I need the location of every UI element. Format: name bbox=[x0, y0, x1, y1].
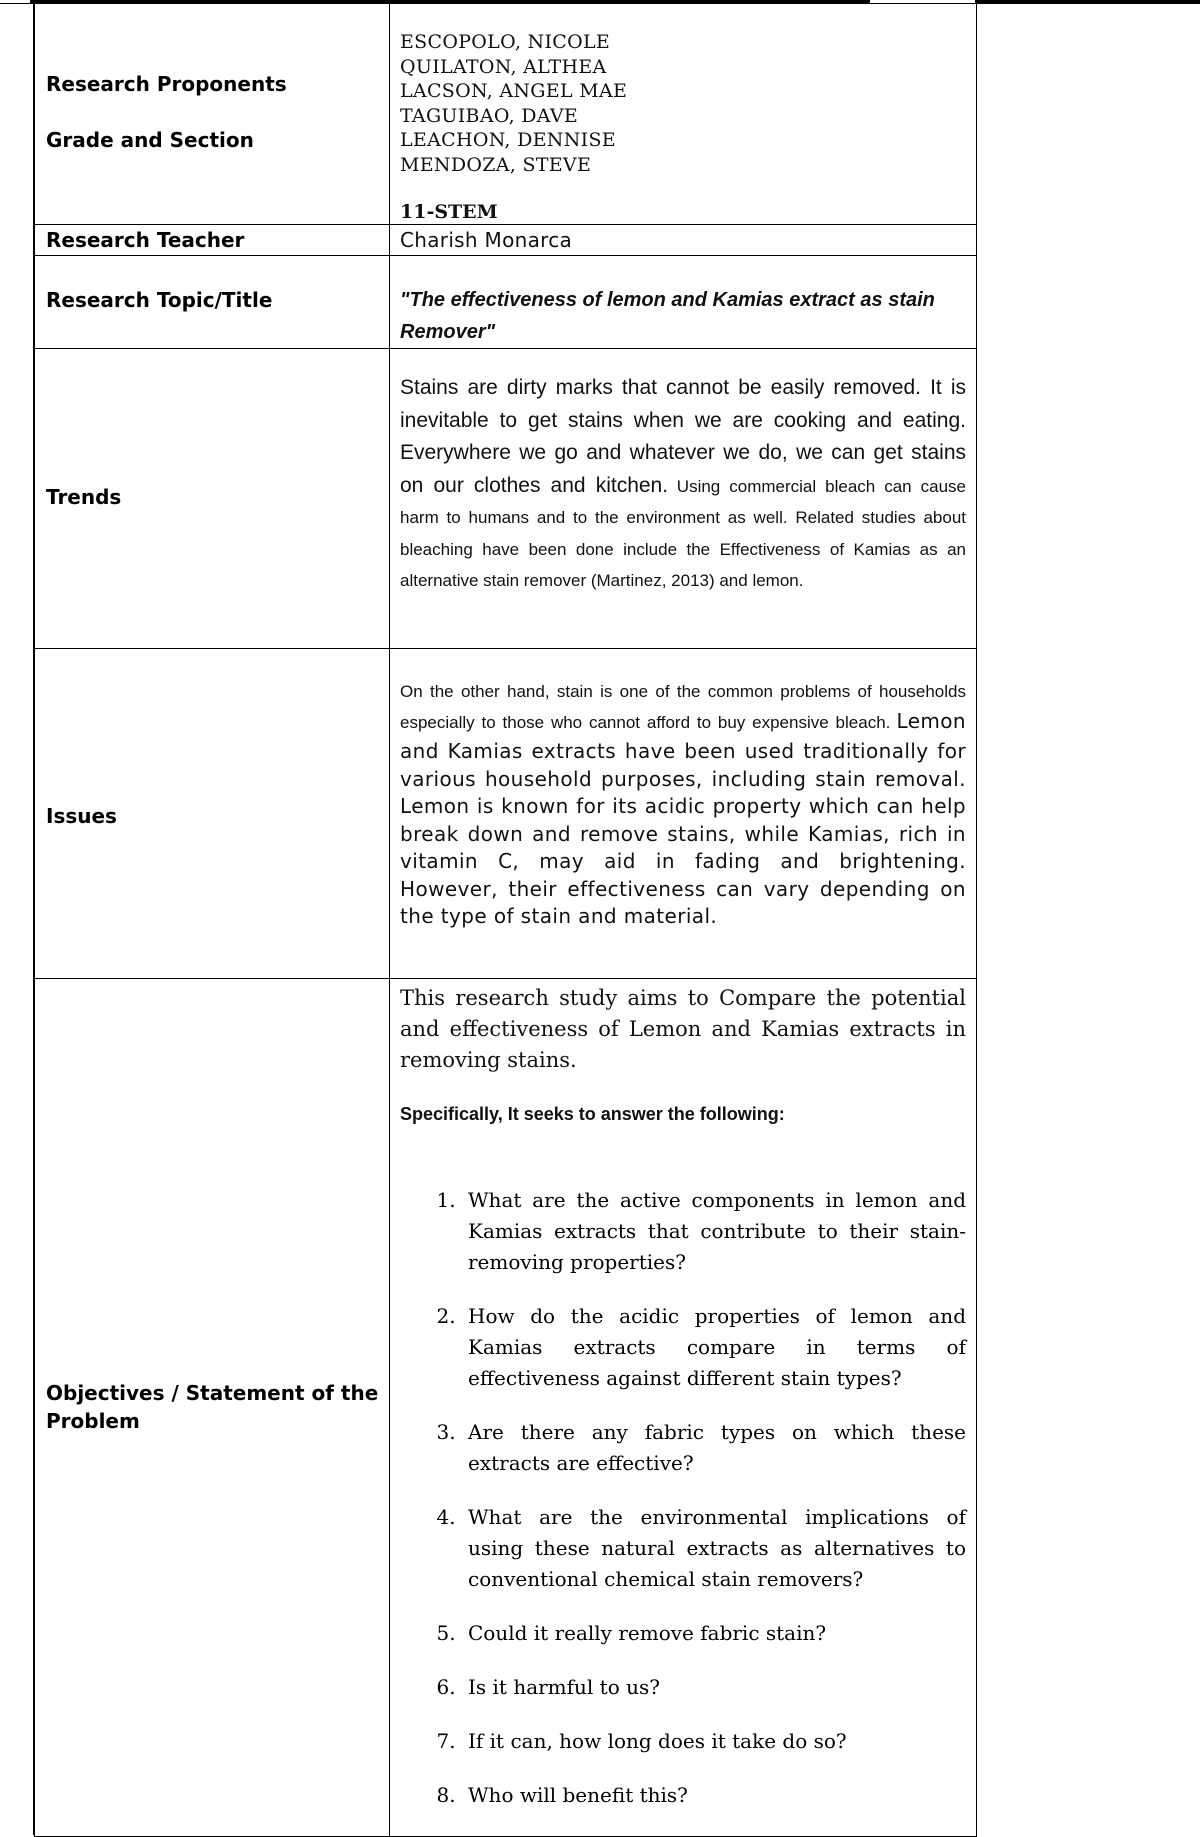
proponent-name: LACSON, ANGEL MAE bbox=[400, 80, 628, 102]
research-form-table bbox=[34, 3, 977, 1837]
objectives-intro: This research study aims to Compare the potential and effectiveness of Lemon and Kamias extracts in removing stains. bbox=[400, 986, 966, 1072]
teacher-value: Charish Monarca bbox=[400, 228, 573, 252]
label-cell-topic bbox=[35, 256, 390, 349]
question-item: 2. How do the acidic properties of lemon and Kamias extracts compare in terms of effectiveness against different stain types? bbox=[462, 1301, 966, 1394]
proponent-name: QUILATON, ALTHEA bbox=[400, 55, 607, 78]
issues-text-part2: Lemon and Kamias extracts have been used traditionally for various household purposes, including stain removal. Lemon is known for its acidic property which can help break down and remove stains, while Kamias, rich in vitamin C, may aid in fading and brightening. However, their effectiveness can vary depending on the type of stain and material. bbox=[400, 708, 966, 928]
issues-text-part1: On the other hand, stain is one of the common problems of households especially to those who cannot afford to buy expensive bleach. bbox=[400, 682, 966, 732]
label-cell-proponents bbox=[35, 4, 390, 225]
proponent-name: TAGUIBAO, DAVE bbox=[400, 104, 579, 127]
label-research-proponents: Research Proponents bbox=[46, 72, 287, 96]
trends-text-part1: Stains are dirty marks that cannot be easily removed. It is inevitable to get stains when we are cooking and eating. Everywhere we go and whatever we do, we can get stains on our clothes and kitchen. bbox=[400, 376, 966, 497]
label-research-teacher: Research Teacher bbox=[46, 228, 245, 252]
value-cell-proponents bbox=[390, 4, 977, 225]
question-item: 4. What are the environmental implications of using these natural extracts as alternatives to conventional chemical stain removers? bbox=[462, 1502, 966, 1595]
question-item: 6. Is it harmful to us? bbox=[462, 1672, 966, 1703]
value-cell-objectives bbox=[390, 979, 977, 1837]
label-cell-teacher bbox=[35, 225, 390, 256]
top-border-gap-left bbox=[0, 0, 30, 3]
row-teacher bbox=[35, 225, 977, 256]
label-research-topic: Research Topic/Title bbox=[46, 288, 273, 312]
row-trends bbox=[35, 349, 977, 649]
questions-list bbox=[390, 1185, 966, 1811]
question-item: 1. What are the active components in lemon and Kamias extracts that contribute to their stain-removing properties? bbox=[462, 1185, 966, 1278]
trends-paragraph bbox=[390, 349, 976, 598]
issues-paragraph bbox=[390, 649, 976, 931]
question-item: 8. Who will benefit this? bbox=[462, 1780, 966, 1811]
value-cell-topic bbox=[390, 256, 977, 349]
question-item: 7. If it can, how long does it take do so? bbox=[462, 1726, 966, 1757]
label-objectives-line1: Objectives / Statement of the bbox=[46, 1381, 379, 1405]
label-objectives-line2: Problem bbox=[46, 1409, 140, 1433]
row-topic bbox=[35, 256, 977, 349]
label-grade-section: Grade and Section bbox=[46, 128, 254, 152]
value-cell-trends bbox=[390, 349, 977, 649]
label-issues: Issues bbox=[46, 804, 117, 828]
value-cell-issues bbox=[390, 649, 977, 979]
proponent-name: LEACHON, DENNISE bbox=[400, 129, 616, 151]
label-cell-issues bbox=[35, 649, 390, 979]
grade-section-value: 11-STEM bbox=[400, 201, 498, 223]
proponent-list bbox=[390, 4, 976, 177]
proponent-name: ESCOPOLO, NICOLE bbox=[400, 31, 611, 53]
label-trends: Trends bbox=[46, 485, 122, 509]
row-proponents bbox=[35, 4, 977, 225]
value-cell-teacher bbox=[390, 225, 977, 256]
question-item: 3. Are there any fabric types on which these extracts are effective? bbox=[462, 1417, 966, 1479]
question-item: 5. Could it really remove fabric stain? bbox=[462, 1618, 966, 1649]
row-issues bbox=[35, 649, 977, 979]
row-objectives bbox=[35, 979, 977, 1837]
research-title: "The effectiveness of lemon and Kamias extract as stain Remover" bbox=[400, 289, 935, 343]
label-cell-trends bbox=[35, 349, 390, 649]
trends-text-part2: Using commercial bleach can cause harm to humans and to the environment as well. Related studies about bleaching have been done include the Effectiveness of Kamias as an alternative stain remover (Martinez, 2013) and lemon. bbox=[400, 476, 966, 590]
proponent-name: MENDOZA, STEVE bbox=[400, 153, 592, 176]
label-objectives bbox=[46, 1379, 378, 1435]
label-cell-objectives bbox=[35, 979, 390, 1837]
objectives-specifically: Specifically, It seeks to answer the following: bbox=[400, 1104, 785, 1124]
